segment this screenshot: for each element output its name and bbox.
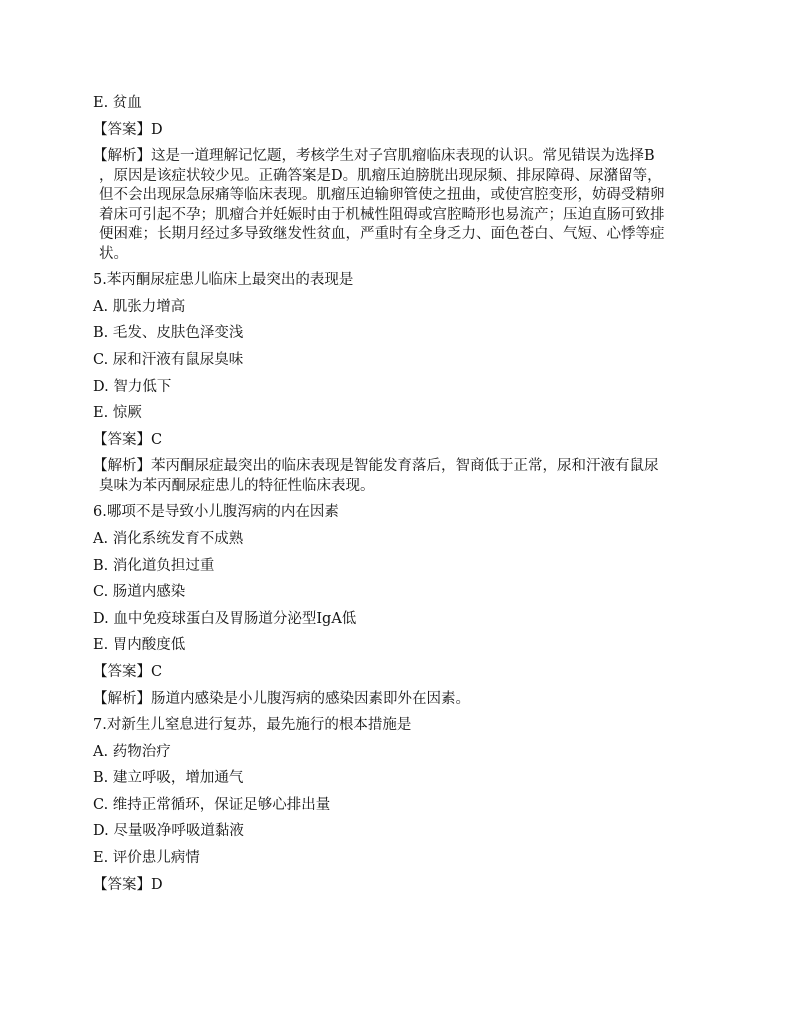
q6-option-a: A. 消化系统发育不成熟: [93, 530, 244, 547]
q4-option-e: E. 贫血: [93, 95, 142, 111]
q5-analysis: [93, 457, 713, 496]
document-page: [93, 90, 713, 898]
q7-option-a: A. 药物治疗: [93, 743, 171, 760]
q7-option-e: E. 评价患儿病情: [93, 850, 200, 867]
q7-option-b: B. 建立呼吸，增加通气: [93, 770, 244, 787]
q5-option-a: A. 肌张力增高: [93, 298, 186, 315]
q7-stem: 7.对新生儿窒息进行复苏，最先施行的根本措施是: [93, 717, 412, 734]
q4-analysis: [93, 147, 713, 264]
q6-analysis: 【解析】肠道内感染是小儿腹泻病的感染因素即外在因素。: [93, 690, 470, 707]
q6-option-c: C. 肠道内感染: [93, 584, 186, 601]
q5-analysis-line: 【解析】苯丙酮尿症最突出的临床表现是智能发育落后，智商低于正常，尿和汗液有鼠尿: [93, 458, 659, 475]
q5-analysis-line: 臭味为苯丙酮尿症患儿的特征性临床表现。: [99, 477, 375, 494]
q4-analysis-line: ，原因是该症状较少见。正确答案是D。肌瘤压迫膀胱出现尿频、排尿障碍、尿潴留等，: [99, 167, 662, 184]
q6-answer: 【答案】C: [93, 663, 163, 680]
q7-answer: 【答案】D: [93, 876, 163, 893]
q5-answer: 【答案】C: [93, 431, 163, 448]
q7-option-c: C. 维持正常循环，保证足够心排出量: [93, 796, 331, 813]
q5-option-b: B. 毛发、皮肤色泽变浅: [93, 325, 244, 342]
q5-stem: 5.苯丙酮尿症患儿临床上最突出的表现是: [93, 272, 354, 289]
q5-option-c: C. 尿和汗液有鼠尿臭味: [93, 351, 244, 368]
q6-stem: 6.哪项不是导致小儿腹泻病的内在因素: [93, 504, 339, 521]
q4-analysis-line: 状。: [99, 245, 128, 262]
q6-option-b: B. 消化道负担过重: [93, 557, 215, 574]
q7-option-d: D. 尽量吸净呼吸道黏液: [93, 823, 244, 840]
q5-option-d: D. 智力低下: [93, 378, 172, 395]
q4-analysis-line: 便困难；长期月经过多导致继发性贫血，严重时有全身乏力、面色苍白、气短、心悸等症: [99, 226, 665, 243]
q4-analysis-line: 但不会出现尿急尿痛等临床表现。肌瘤压迫输卵管使之扭曲，或使宫腔变形，妨碍受精卵: [99, 187, 665, 204]
q6-option-e: E. 胃内酸度低: [93, 637, 186, 654]
q4-analysis-line: 着床可引起不孕；肌瘤合并妊娠时由于机械性阻碍或宫腔畸形也易流产；压迫直肠可致排: [99, 206, 665, 223]
q4-analysis-line: 【解析】这是一道理解记忆题，考核学生对子宫肌瘤临床表现的认识。常见错误为选择B: [93, 148, 655, 165]
q4-answer: 【答案】D: [93, 121, 163, 138]
q5-option-e: E. 惊厥: [93, 405, 142, 422]
q6-option-d: D. 血中免疫球蛋白及胃肠道分泌型IgA低: [93, 610, 357, 627]
